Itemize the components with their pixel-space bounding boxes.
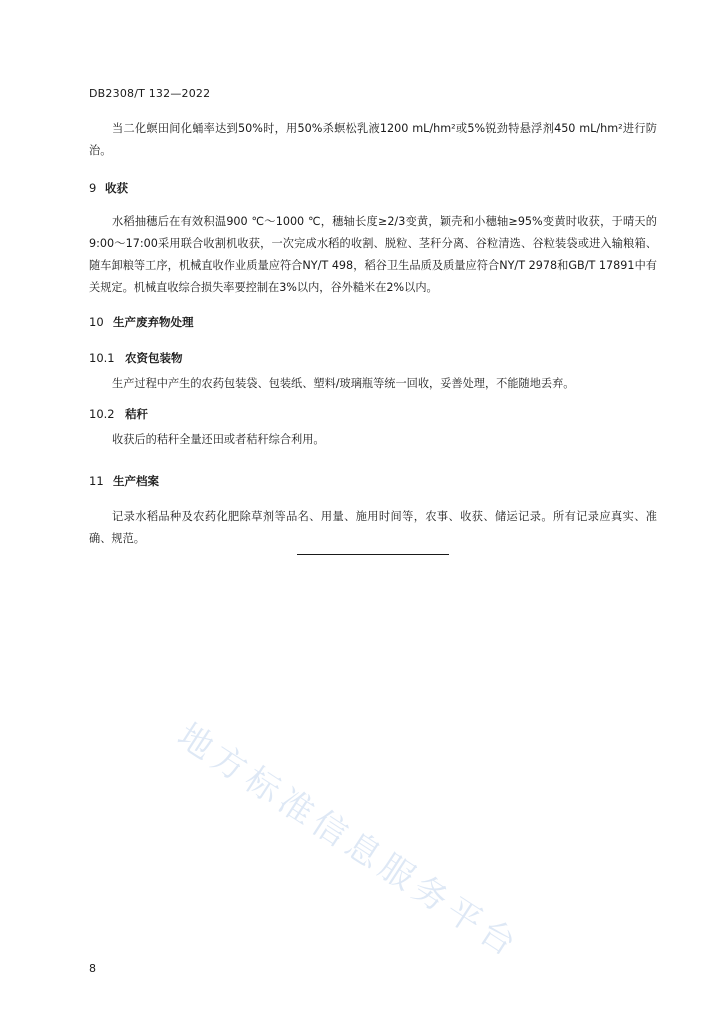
section-number: 10 (89, 315, 104, 329)
section-number: 10.2 (89, 407, 115, 421)
section-title: 收获 (105, 181, 128, 195)
section-number: 9 (89, 181, 97, 195)
packaging-paragraph: 生产过程中产生的农药包装袋、包装纸、塑料/玻璃瓶等统一回收，妥善处理，不能随地丢弃。 (112, 377, 575, 390)
page-number: 8 (89, 962, 96, 975)
section-title: 农资包装物 (125, 351, 183, 365)
section-title: 生产档案 (113, 474, 159, 488)
watermark-text: 地方标准信息服务平台 (170, 715, 528, 968)
pest-control-paragraph: 当二化螟田间化蛹率达到50%时，用50%杀螟松乳液1200 mL/hm²或5%锐劲特悬浮剂450 mL/hm²进行防治。 (89, 122, 657, 157)
section-10-1-heading (89, 350, 183, 366)
section-11-heading (89, 473, 159, 489)
section-10-heading (89, 314, 194, 330)
end-of-document-line (297, 554, 449, 555)
section-title: 秸秆 (125, 407, 148, 421)
section-9-heading (89, 180, 128, 196)
document-id: DB2308/T 132—2022 (89, 87, 211, 100)
section-number: 10.1 (89, 351, 115, 365)
section-title: 生产废弃物处理 (113, 315, 194, 329)
section-10-2-heading (89, 406, 148, 422)
records-paragraph: 记录水稻品种及农药化肥除草剂等品名、用量、施用时间等，农事、收获、储运记录。所有记录应真实、准确、规范。 (89, 510, 657, 545)
harvest-paragraph: 水稻抽穗后在有效积温900 ℃～1000 ℃，穗轴长度≥2/3变黄，颖壳和小穗轴≥95%变黄时收获，于晴天的9:00～17:00采用联合收割机收获，一次完成水稻的收割、脱粒、茎秆分离、谷粒清选、谷粒装袋或进入输粮箱、随车卸粮等工序，机械直收作业质量应符合NY/T 498，稻谷卫生品质及质量应符合NY/T 2978和GB/T 17891中有关规定。机械直收综合损失率要控制在3%以内，谷外糙米在2%以内。 (89, 215, 657, 294)
section-number: 11 (89, 474, 104, 488)
straw-paragraph: 收获后的秸秆全量还田或者秸秆综合利用。 (112, 433, 325, 446)
